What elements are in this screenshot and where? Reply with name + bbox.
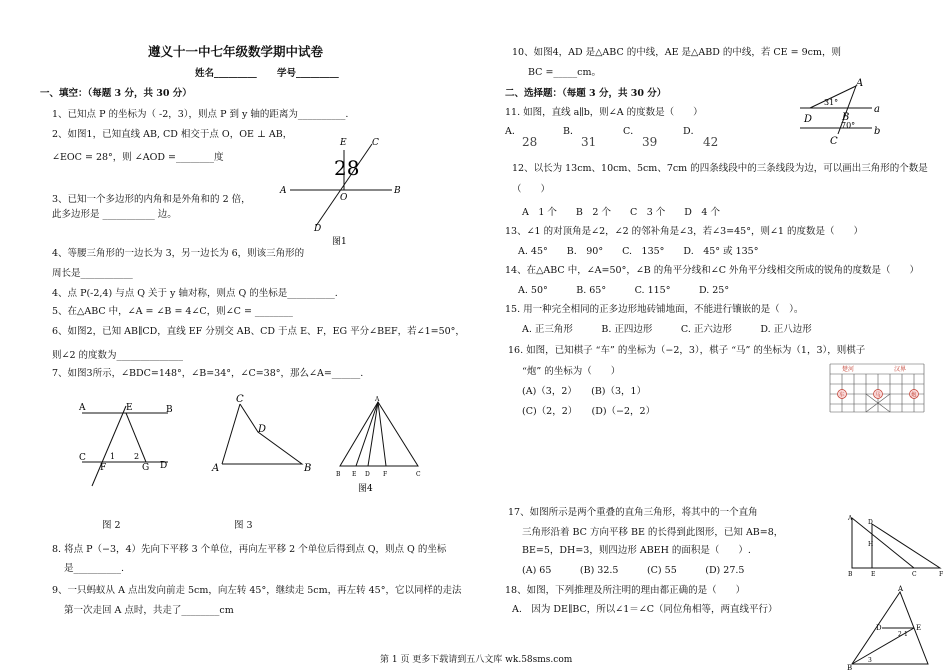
svg-text:C: C xyxy=(830,136,838,147)
chess-piece-che: 车 xyxy=(839,392,845,399)
question-16-line2: “炮” 的坐标为（ ） xyxy=(522,366,621,377)
section2-heading: 二、选择题：（每题 3 分，共 30 分） xyxy=(505,88,667,99)
question-13: 13、∠1 的对顶角是∠2，∠2 的邻补角是∠3，若∠3=45°，则∠1 的度数是（ ） xyxy=(505,226,863,237)
svg-text:D: D xyxy=(876,624,882,632)
q11-option-c-letter[interactable]: C． xyxy=(623,126,640,137)
figure-17 xyxy=(842,510,948,580)
svg-text:H: H xyxy=(868,541,874,548)
figure-18 xyxy=(846,584,936,670)
question-r10-line2: BC =_____cm。 xyxy=(528,67,601,78)
question-13-options[interactable]: A. 45° B. 90° C. 135° D. 45° 或 135° xyxy=(518,246,759,257)
figure-4 xyxy=(334,394,424,496)
question-18-option-a[interactable]: A. 因为 DE∥BC，所以∠1＝∠C（同位角相等，两直线平行） xyxy=(512,604,778,615)
svg-text:B: B xyxy=(304,463,312,474)
question-16-options-2[interactable]: (C)（2，2） (D)（−2，2） xyxy=(522,406,656,417)
fig1-caption: 图1 xyxy=(332,237,347,247)
svg-text:E: E xyxy=(352,471,357,478)
svg-text:E: E xyxy=(916,624,922,632)
figure-2 xyxy=(72,398,182,490)
q11-option-d-letter[interactable]: D． xyxy=(683,126,701,137)
fig1-label-e: E xyxy=(340,138,347,148)
q11-option-a-letter[interactable]: A． xyxy=(505,126,522,137)
fig1-label-o: O xyxy=(340,193,348,203)
chessboard-figure xyxy=(828,362,928,414)
name-field[interactable]: 姓名_________ xyxy=(195,68,257,79)
question-18: 18、如图，下列推理及所注明的理由都正确的是（ ） xyxy=(505,585,746,596)
fig1-label-a: A xyxy=(280,186,287,196)
svg-text:图4: 图4 xyxy=(358,484,373,494)
question-9-line1: 8. 将点 P（−3，4）先向下平移 3 个单位，再向左平移 2 个单位后得到点 Q，则点 Q 的坐标 xyxy=(52,544,447,555)
svg-text:B: B xyxy=(847,664,853,670)
svg-text:A: A xyxy=(375,396,380,403)
svg-text:3: 3 xyxy=(868,657,872,664)
question-16-line1: 16. 如图，已知棋子 “车” 的坐标为（−2，3），棋子 “马” 的坐标为（1，3），则棋子 xyxy=(508,345,866,356)
q11-option-d-value: 42 xyxy=(703,135,719,149)
svg-text:1: 1 xyxy=(904,631,908,638)
q11-option-c-value: 39 xyxy=(642,135,658,149)
question-11: 11. 如图，直线 a∥b，则∠A 的度数是（ ） xyxy=(505,107,703,118)
question-5: 4、点 P(-2,4) 与点 Q 关于 y 轴对称，则点 Q 的坐标是__________. xyxy=(52,288,338,299)
question-r10-line1: 10、如图4，AD 是△ABC 的中线，AE 是△ABD 的中线，若 CE = 9cm，则 xyxy=(512,47,841,58)
question-10-line2: 第一次走回 A 点时，共走了________cm xyxy=(64,605,234,616)
svg-text:2: 2 xyxy=(898,631,902,638)
svg-text:C: C xyxy=(236,394,244,405)
svg-text:F: F xyxy=(383,471,388,478)
question-15-options[interactable]: A. 正三角形 B. 正四边形 C. 正六边形 D. 正八边形 xyxy=(522,324,812,335)
question-6: 5、在△ABC 中，∠A = ∠B = 4∠C，则∠C = ________ xyxy=(52,306,293,317)
question-4-line2: 周长是___________ xyxy=(52,268,133,279)
question-17-options[interactable]: (A) 65 (B) 32.5 (C) 55 (D) 27.5 xyxy=(522,565,745,576)
svg-text:70°: 70° xyxy=(841,121,856,130)
fig1-label-b: B xyxy=(394,186,401,196)
svg-text:31°: 31° xyxy=(824,98,839,107)
figure-1 xyxy=(270,130,410,248)
fig2-caption: 图 2 xyxy=(102,520,121,531)
question-12-line2: （ ） xyxy=(512,184,551,195)
chess-piece-ma: 马 xyxy=(875,392,881,399)
svg-text:C: C xyxy=(912,571,917,578)
svg-text:G: G xyxy=(142,463,150,473)
svg-text:C: C xyxy=(416,471,421,478)
svg-text:B: B xyxy=(842,112,850,123)
svg-text:1: 1 xyxy=(110,452,116,461)
chess-piece-pao: 炮 xyxy=(911,392,917,399)
svg-text:2: 2 xyxy=(134,452,140,461)
fig1-label-d: D xyxy=(314,224,322,234)
question-12-line1: 12、以长为 13cm、10cm、5cm、7cm 的四条线段中的三条线段为边，可以画出三角形的个数是 xyxy=(512,163,928,174)
svg-text:D: D xyxy=(365,471,370,478)
svg-text:A: A xyxy=(848,515,853,522)
svg-text:D: D xyxy=(804,114,813,125)
figure-11 xyxy=(794,76,890,148)
question-17-line3: BE=5，DH=3，则四边形 ABEH 的面积是（ ）. xyxy=(522,545,751,556)
svg-text:C: C xyxy=(79,453,86,463)
svg-text:A: A xyxy=(212,463,220,474)
svg-text:F: F xyxy=(100,463,107,473)
question-17-line2: 三角形沿着 BC 方向平移 BE 的长得到此图形，已知 AB=8， xyxy=(522,527,784,538)
question-14: 14、在△ABC 中，∠A=50°，∠B 的角平分线和∠C 外角平分线相交所成的锐角的度数是（ ） xyxy=(505,265,920,276)
fig1-label-c: C xyxy=(372,138,379,148)
svg-text:B: B xyxy=(166,405,173,415)
question-14-options[interactable]: A. 50° B. 65° C. 115° D. 25° xyxy=(518,285,730,296)
question-2-line2: ∠EOC = 28°，则 ∠AOD =________度 xyxy=(52,152,224,163)
svg-text:D: D xyxy=(160,461,168,471)
q11-option-b-value: 31 xyxy=(581,135,597,149)
svg-text:D: D xyxy=(258,424,267,435)
svg-text:E: E xyxy=(126,403,133,413)
q11-option-a-value: 28 xyxy=(522,135,538,149)
question-7-line2: 则∠2 的度数为______________ xyxy=(52,350,184,361)
question-2-line1: 2、如图1，已知直线 AB, CD 相交于点 O，OE ⊥ AB， xyxy=(52,129,293,140)
question-3-line2: 此多边形是 ___________ 边。 xyxy=(52,209,177,220)
question-7-line1: 6、如图2，已知 AB∥CD，直线 EF 分别交 AB、CD 于点 E、F，EG 平分∠BEF，若∠1=50°， xyxy=(52,326,465,337)
question-12-options[interactable]: A 1 个 B 2 个 C 3 个 D 4 个 xyxy=(522,207,720,218)
question-8: 7、如图3所示，∠BDC=148°，∠B=34°，∠C=38°，那么∠A=______. xyxy=(52,368,364,379)
svg-text:B: B xyxy=(848,571,853,578)
svg-text:A: A xyxy=(898,585,904,593)
svg-text:E: E xyxy=(871,571,876,578)
svg-text:b: b xyxy=(874,126,881,137)
fig3-caption: 图 3 xyxy=(234,520,253,531)
svg-text:A: A xyxy=(856,78,864,89)
svg-text:a: a xyxy=(874,104,880,115)
question-9-line2: 是__________. xyxy=(64,563,125,574)
question-15: 15. 用一种完全相同的正多边形地砖铺地面，不能进行镶嵌的是（ ）。 xyxy=(505,304,804,315)
page-footer: 第 1 页 更多下载请到五八文库 wk.58sms.com xyxy=(380,655,573,665)
chess-river-left: 楚河 xyxy=(842,366,855,373)
section1-heading: 一、填空：（每题 3 分，共 30 分） xyxy=(40,88,192,99)
question-4-line1: 4、等腰三角形的一边长为 3，另一边长为 6，则该三角形的 xyxy=(52,248,305,259)
figure-3 xyxy=(210,392,320,477)
question-16-options-1[interactable]: (A)（3，2） (B)（3，1） xyxy=(522,386,647,397)
question-3-line1: 3、已知一个多边形的内角和是外角和的 2 倍， xyxy=(52,194,251,205)
svg-text:D: D xyxy=(868,519,873,526)
chess-river-right: 汉界 xyxy=(894,366,907,373)
svg-text:B: B xyxy=(336,471,341,478)
question-17-line1: 17、如图所示是两个重叠的直角三角形，将其中的一个直角 xyxy=(508,507,758,518)
svg-text:A: A xyxy=(79,403,86,413)
svg-text:F: F xyxy=(939,571,944,578)
student-id-field[interactable]: 学号_________ xyxy=(277,68,339,79)
page-title: 遵义十一中七年级数学期中试卷 xyxy=(148,44,324,59)
q11-option-b-letter[interactable]: B． xyxy=(563,126,580,137)
fig1-angle-label: 28 xyxy=(334,156,360,180)
question-1: 1、已知点 P 的坐标为（ -2，3），则点 P 到 y 轴的距离为__________. xyxy=(52,109,349,120)
question-10-line1: 9、一只蚂蚁从 A 点出发向前走 5cm，向左转 45°，继续走 5cm，再左转 45°，它以同样的走法 xyxy=(52,585,462,596)
